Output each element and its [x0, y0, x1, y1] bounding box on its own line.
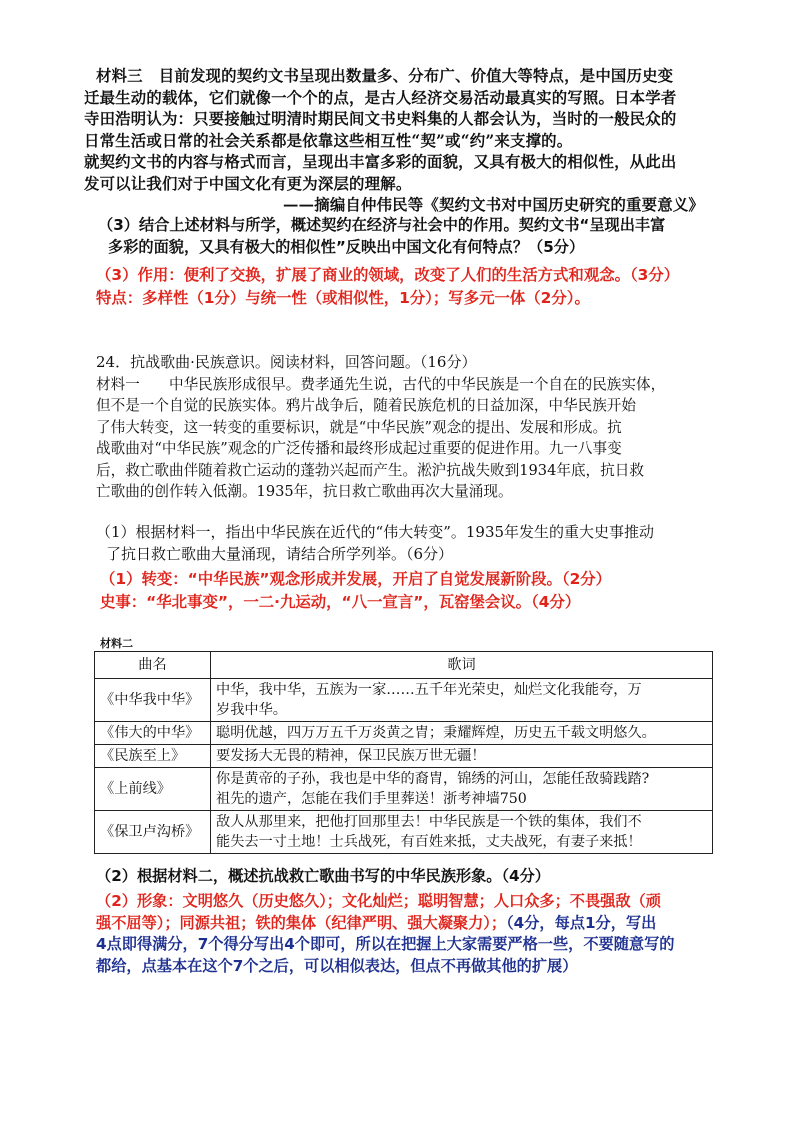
- answer-2: [96, 891, 716, 978]
- question-2-line: （2）根据材料二，概述抗战救亡歌曲书写的中华民族形象。（4分）: [96, 867, 550, 885]
- table-row: [95, 722, 713, 745]
- material-1-line: 了伟大转变，这一转变的重要标识，就是“中华民族”观念的提出、发展和形成。抗: [96, 418, 622, 436]
- lyrics-line: 岁我中华。: [216, 702, 287, 718]
- song-name-cell: 《中华我中华》: [95, 679, 211, 722]
- answer-1: [100, 568, 740, 614]
- material-3-line: 材料三 目前发现的契约文书呈现出数量多、分布广、价值大等特点，是中国历史变: [96, 67, 674, 85]
- material-3-line: 寺田浩明认为：只要接触过明清时期民间文书史料集的人都会认为，当时的一般民众的: [84, 110, 677, 128]
- answer-1-line: （1）转变：“中华民族”观念形成并发展，开启了自觉发展新阶段。（2分）: [100, 570, 612, 588]
- material-3-label: 材料三: [96, 67, 143, 85]
- material-3-line: 迁最生动的载体，它们就像一个个的点，是古人经济交易活动最真实的写照。日本学者: [84, 88, 677, 107]
- answer-3: [96, 264, 736, 310]
- answer-2-line: （2）形象：文明悠久（历史悠久）；文化灿烂；聪明智慧；人口众多；不畏强敌（顽: [96, 892, 661, 910]
- song-lyrics-table: [94, 651, 713, 854]
- material-2-label: 材料二: [100, 637, 133, 650]
- material-1-line: 但不是一个自觉的民族实体。鸦片战争后，随着民族危机的日益加深，中华民族开始: [96, 397, 636, 414]
- question-3: [98, 214, 718, 258]
- material-1-line: 亡歌曲的创作转入低潮。1935年，抗日救亡歌曲再次大量涌现。: [96, 483, 513, 500]
- material-1-line: 后，救亡歌曲伴随着救亡运动的蓬勃兴起而产生。淞沪抗战失败到1934年底，抗日救: [96, 461, 644, 479]
- material-1-line: 战歌曲对“中华民族”观念的广泛传播和最终形成起过重要的促进作用。九一八事变: [96, 440, 622, 457]
- lyrics-line: 你是黄帝的子孙，我也是中华的裔胄，锦绣的河山，怎能任敌骑践踏?: [216, 771, 650, 787]
- header-lyrics: 歌词: [211, 652, 713, 679]
- answer-1-line: 史事：“华北事变”，一二·九运动，“八一宣言”，瓦窑堡会议。（4分）: [100, 593, 581, 611]
- answer-2-scoring-note: 4点即得满分，7个得分写出4个即可，所以在把握上大家需要严格一些，不要随意写的: [96, 935, 675, 954]
- answer-2-scoring-note: （4分，每点1分，写出: [506, 913, 657, 932]
- song-name-cell: 《民族至上》: [95, 745, 211, 768]
- table-row: [95, 768, 713, 811]
- lyrics-line: 中华，我中华，五族为一家……五千年光荣史，灿烂文化我能夸，万: [216, 682, 642, 698]
- table-header-row: [95, 652, 713, 679]
- table-row: [95, 679, 713, 722]
- question-1-line: 了抗日救亡歌曲大量涌现，请结合所学列举。（6分）: [106, 545, 454, 563]
- question-24: [96, 352, 736, 503]
- table-row: [95, 811, 713, 854]
- lyrics-cell: [211, 768, 713, 811]
- lyrics-line: 敌人从那里来，把他打回那里去！中华民族是一个铁的集体，我们不: [216, 814, 642, 830]
- answer-3-line: （3）作用：便利了交换，扩展了商业的领域，改变了人们的生活方式和观念。（3分）: [96, 266, 680, 284]
- material-3-block: [84, 66, 704, 217]
- question-3-line: 多彩的面貌，又具有极大的相似性”反映出中国文化有何特点？（5分）: [108, 238, 585, 256]
- question-2: [96, 865, 736, 887]
- lyrics-line: 聪明优越，四万万五千万炎黄之胄；秉耀辉煌，历史五千载文明悠久。: [216, 725, 656, 741]
- answer-2-red-text: 强不屈等）；同源共祖；铁的集体（纪律严明、强大凝聚力）；: [96, 913, 507, 932]
- question-3-line: （3）结合上述材料与所学，概述契约在经济与社会中的作用。契约文书“呈现出丰富: [98, 216, 666, 234]
- lyrics-line: 能失去一寸土地！士兵战死，有百姓来抵，丈夫战死，有妻子来抵！: [216, 834, 642, 850]
- answer-3-line: 特点：多样性（1分）与统一性（或相似性，1分）；写多元一体（2分）。: [96, 289, 590, 307]
- song-name-cell: 《保卫卢沟桥》: [95, 811, 211, 854]
- song-name-cell: 《伟大的中华》: [95, 722, 211, 745]
- material-3-citation: ——摘编自仲伟民等《契约文书对中国历史研究的重要意义》: [283, 196, 704, 214]
- material-3-line: 发可以让我们对于中国文化有更为深层的理解。: [84, 174, 412, 193]
- material-3-line: 日常生活或日常的社会关系都是依靠这些相互性“契”或“约”来支撑的。: [84, 131, 573, 150]
- song-name-cell: 《上前线》: [95, 768, 211, 811]
- answer-2-scoring-note: 都给，点基本在这个7个之后，可以相似表达，但点不再做其他的扩展）: [96, 957, 578, 976]
- answer-2-line: [96, 913, 716, 935]
- header-song-name: 曲名: [95, 652, 211, 679]
- table-row: [95, 745, 713, 768]
- question-1-line: （1）根据材料一，指出中华民族在近代的“伟大转变”。1935年发生的重大史事推动: [96, 523, 655, 541]
- lyrics-cell: [211, 811, 713, 854]
- lyrics-line: 要发扬大无畏的精神，保卫民族万世无疆！: [216, 748, 486, 764]
- lyrics-cell: [211, 679, 713, 722]
- material-1-block: [96, 374, 736, 503]
- question-24-title: 24．抗战歌曲·民族意识。阅读材料，回答问题。（16分）: [96, 353, 477, 371]
- material-3-line: 就契约文书的内容与格式而言，呈现出丰富多彩的面貌，又具有极大的相似性，从此出: [84, 153, 677, 171]
- lyrics-line: 祖先的遗产，怎能在我们手里葬送！浙考神墙750: [216, 791, 527, 807]
- lyrics-cell: [211, 722, 713, 745]
- lyrics-cell: [211, 745, 713, 768]
- material-1-line: 材料一 中华民族形成很早。费孝通先生说，古代的中华民族是一个自在的民族实体，: [96, 375, 666, 393]
- question-1: [96, 521, 736, 565]
